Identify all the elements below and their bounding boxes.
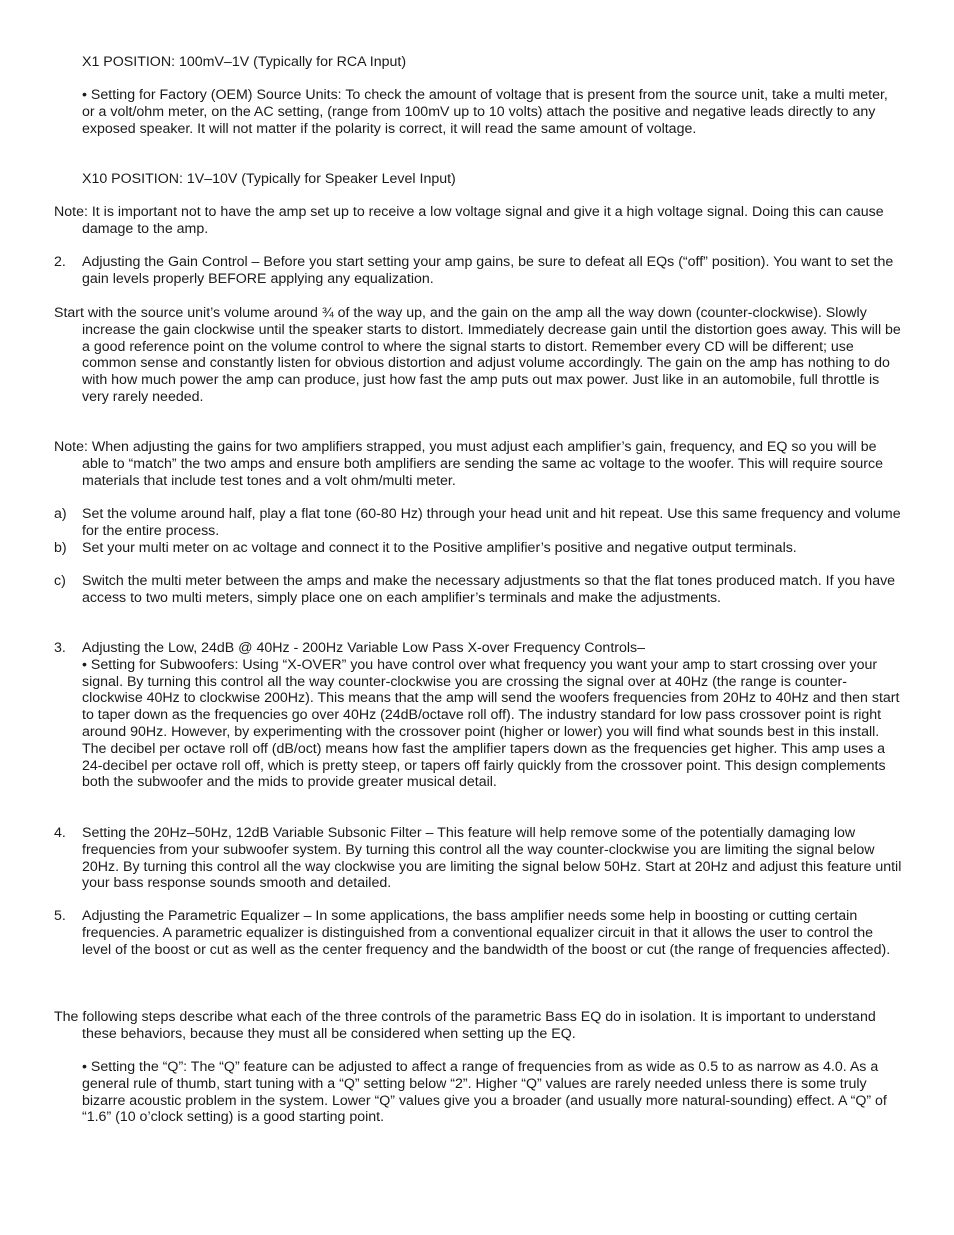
sub-step-marker: b)	[54, 540, 67, 556]
note-strapped-amplifiers: Note: When adjusting the gains for two amplifiers strapped, you must adjust each amplifier’s gain, frequency, and EQ so you will be able to “match” the two amps and ensure both amplifiers are sending the same ac voltage to the woofer. This will require source materials that include test tones and a volt ohm/multi meter.	[54, 439, 883, 489]
step-text: Adjusting the Gain Control – Before you start setting your amp gains, be sure to defeat all EQs (“off” position). You want to set the gain levels properly BEFORE applying any equalization.	[82, 254, 894, 287]
sub-step-text: Set your multi meter on ac voltage and connect it to the Positive amplifier’s positive and negative output terminals.	[82, 540, 797, 556]
sub-step-text: Switch the multi meter between the amps and make the necessary adjustments so that the flat tones produced match. If you have access to two multi meters, simply place one on each amplifier’s terminals and make the adjustments.	[82, 573, 896, 606]
x1-position-heading: X1 POSITION: 100mV–1V (Typically for RCA Input)	[82, 54, 407, 70]
step-text: Adjusting the Parametric Equalizer – In some applications, the bass amplifier needs some help in boosting or cutting certain frequencies. A parametric equalizer is distinguished from a conventional equalizer circuit in that it allows the user to control the level of the boost or cut as well as the center frequency and the bandwidth of the boost or cut (the range of frequencies affected).	[82, 908, 891, 958]
step-text: • Setting for Subwoofers: Using “X-OVER” you have control over what frequency you want your amp to start crossing over your signal. By turning this control all the way counter-clockwise you are crossing the signal over at 40Hz (the range is counter-clockwise 40Hz to clockwise 200Hz). This means that the amp will send the woofers frequencies from 20Hz to 40Hz and then start to taper down as the frequencies go over 40Hz (24dB/octave roll off). The industry standard for low pass crossover point is right around 90Hz. However, by experimenting with the crossover point (higher or lower) you will find what sounds best in this install. The decibel per octave roll off (dB/oct) means how fast the amplifier tapers down as the frequencies get higher. This amp uses a 24-decibel per octave roll off, which is pretty steep, or tapers off fairly quickly from the crossover point. This design complements both the subwoofer and the mids to provide greater musical detail.	[82, 656, 900, 791]
eq-controls-intro: The following steps describe what each of the three controls of the parametric Bass EQ do in isolation. It is important to understand these behaviors, because they must all be considered when setting up the EQ.	[54, 1009, 876, 1042]
step-number: 3.	[54, 640, 66, 656]
step-number: 4.	[54, 825, 66, 841]
note-voltage-warning: Note: It is important not to have the amp set up to receive a low voltage signal and give it a high voltage signal. Doing this can cause damage to the amp.	[54, 204, 884, 237]
step-number: 5.	[54, 908, 66, 924]
gain-adjustment-paragraph: Start with the source unit’s volume around ¾ of the way up, and the gain on the amp all the way down (counter-clockwise). Slowly increase the gain clockwise until the speaker starts to distort. Immediately decrease gain until the distortion goes away. This will be a good reference point on the volume control to where the signal starts to distort. Remember every CD will be different; use common sense and constantly listen for obvious distortion and adjust volume accordingly. The gain on the amp has nothing to do with how much power the amp can produce, just how fast the amp puts out max power. Just like in an automobile, full throttle is very rarely needed.	[54, 305, 901, 405]
sub-step-marker: c)	[54, 573, 66, 589]
x10-position-heading: X10 POSITION: 1V–10V (Typically for Speaker Level Input)	[82, 171, 456, 187]
sub-step-marker: a)	[54, 506, 67, 522]
sub-step-text: Set the volume around half, play a flat tone (60-80 Hz) through your head unit and hit repeat. Use this same frequency and volume for the entire process.	[82, 506, 901, 539]
q-setting-paragraph: • Setting the “Q”: The “Q” feature can be adjusted to affect a range of frequencies from as wide as 0.5 to as narrow as 4.0. As a general rule of thumb, start tuning with a “Q” setting below “2”. Higher “Q” values are rarely needed unless there is some truly bizarre acoustic problem in the system. Lower “Q” values give you a broader (and usually more natural-sounding) effect. A “Q” of “1.6” (10 o’clock setting) is a good starting point.	[82, 1059, 887, 1126]
step-number: 2.	[54, 254, 66, 270]
factory-source-setting: • Setting for Factory (OEM) Source Units: To check the amount of voltage that is present from the source unit, take a multi meter, or a volt/ohm meter, on the AC setting, (range from 100mV up to 10 volts) attach the positive and negative leads directly to any exposed speaker. It will not matter if the polarity is correct, it will read the same amount of voltage.	[82, 87, 888, 137]
step-title: Adjusting the Low, 24dB @ 40Hz - 200Hz Variable Low Pass X-over Frequency Controls–	[82, 640, 646, 656]
step-text: Setting the 20Hz–50Hz, 12dB Variable Subsonic Filter – This feature will help remove some of the potentially damaging low frequencies from your subwoofer system. By turning this control all the way counter-clockwise you are limiting the signal below 20Hz. By turning this control all the way clockwise you are limiting the signal below 50Hz. Start at 20Hz and adjust this feature until your bass response sounds smooth and detailed.	[82, 825, 902, 892]
